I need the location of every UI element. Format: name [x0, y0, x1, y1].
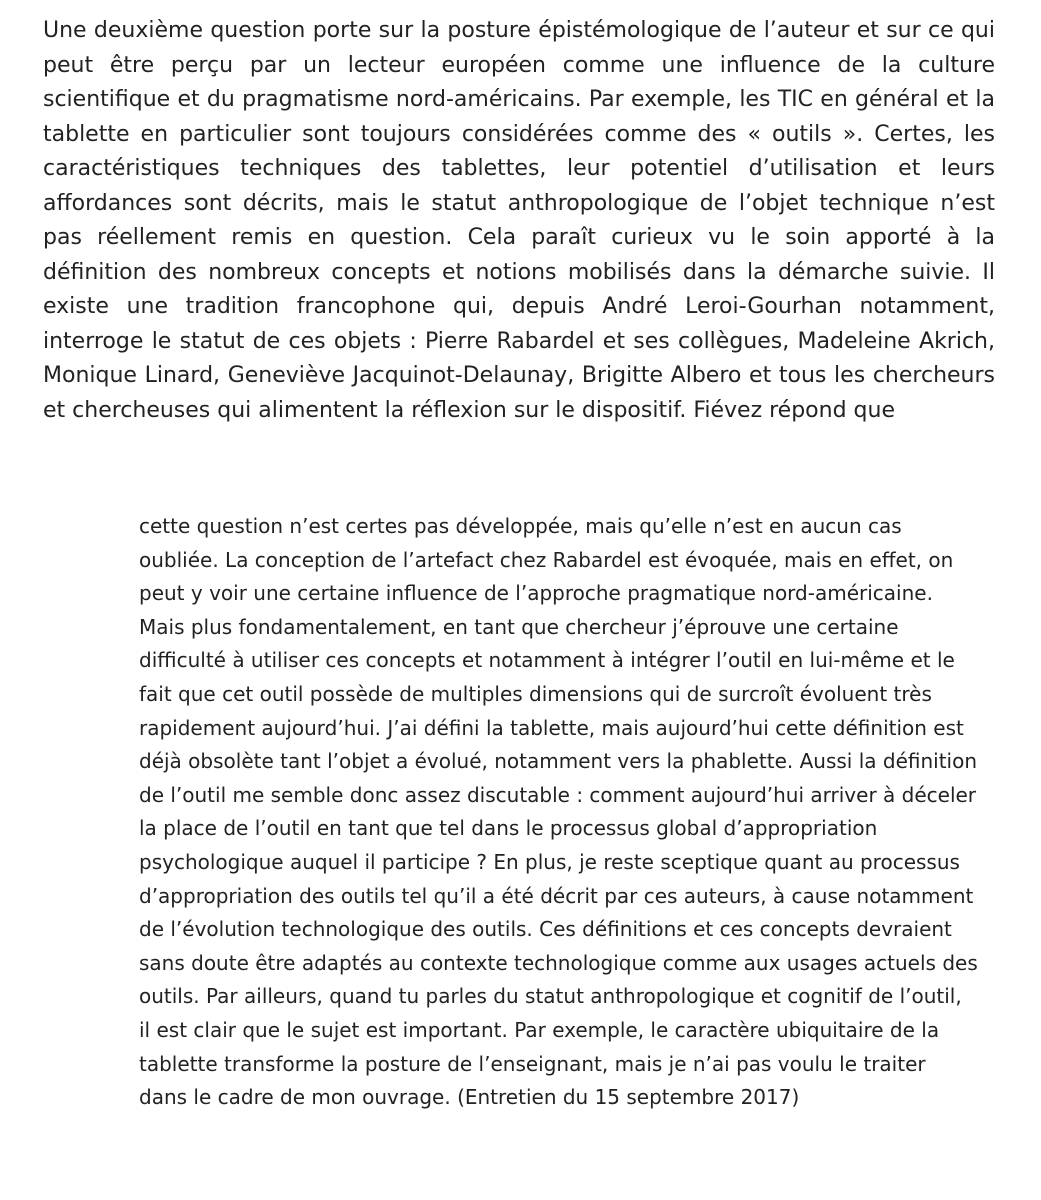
block-quote: cette question n’est certes pas développée, mais qu’elle n’est en aucun cas oubliée. La conception de l’artefact chez Rabardel est évoquée, mais en effet, on peut y voir une certaine influence de l’approche pragmatique nord-américaine. Mais plus fondamentalement, en tant que chercheur j’éprouve une certaine difficulté à utiliser ces concepts et notamment à intégrer l’outil en lui-même et le fait que cet outil possède de multiples dimensions qui de surcroît évoluent très rapidement aujourd’hui. J’ai défini la tablette, mais aujourd’hui cette définition est déjà obsolète tant l’objet a évolué, notamment vers la phablette. Aussi la définition de l’outil me semble donc assez discutable : comment aujourd’hui arriver à déceler la place de l’outil en tant que tel dans le processus global d’appropriation psychologique auquel il participe ? En plus, je reste sceptique quant au processus d’appropriation des outils tel qu’il a été décrit par ces auteurs, à cause notamment de l’évolution technologique des outils. Ces définitions et ces concepts devraient sans doute être adaptés au contexte technologique comme aux usages actuels des outils. Par ailleurs, quand tu parles du statut anthropologique et cognitif de l’outil, il est clair que le sujet est important. Par exemple, le caractère ubiquitaire de la tablette transforme la posture de l’enseignant, mais je n’ai pas voulu le traiter dans le cadre de mon ouvrage. (Entretien du 15 septembre 2017): [139, 514, 978, 1110]
body-paragraph: Une deuxième question porte sur la posture épistémologique de l’auteur et sur ce qui peut être perçu par un lecteur européen comme une influence de la culture scientifique et du pragmatisme nord-américains. Par exemple, les TIC en général et la tablette en particulier sont toujours considérées comme des « outils ». Certes, les caractéristiques techniques des tablettes, leur potentiel d’utilisation et leurs affordances sont décrits, mais le statut anthropologique de l’objet technique n’est pas réellement remis en question. Cela paraît curieux vu le soin apporté à la définition des nombreux concepts et notions mobilisés dans la démarche suivie. Il existe une tradition francophone qui, depuis André Leroi-Gourhan notamment, interroge le statut de ces objets : Pierre Rabardel et ses collègues, Madeleine Akrich, Monique Linard, Geneviève Jacquinot-Delaunay, Brigitte Albero et tous les chercheurs et chercheuses qui alimentent la réflexion sur le dispositif. Fiévez répond que: [43, 18, 995, 423]
